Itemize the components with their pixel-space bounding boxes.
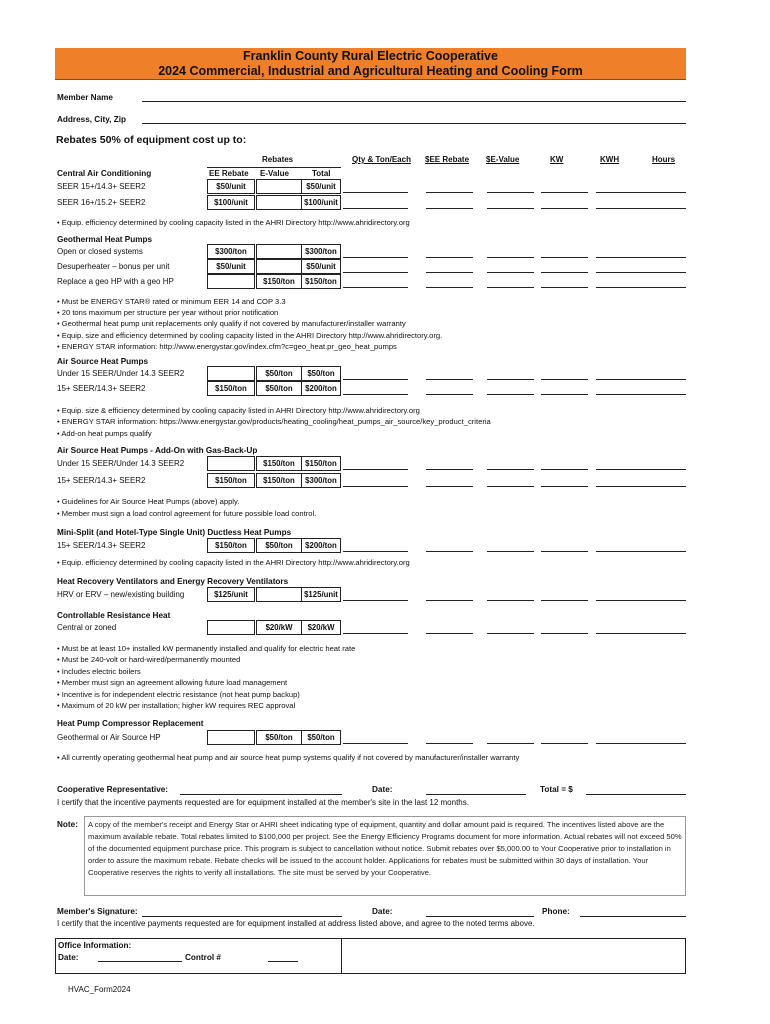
entry-line[interactable] (487, 394, 534, 395)
form-title-banner (55, 48, 686, 80)
entry-line[interactable] (343, 287, 408, 288)
col-kw: KW (550, 155, 564, 164)
section-note: • Add-on heat pumps qualify (57, 429, 152, 438)
entry-line[interactable] (641, 257, 686, 258)
section-note: • Equip. size & efficiency determined by cooling capacity listed in AHRI Directory http://www.ahridirectory.org (57, 406, 420, 415)
office-info-box (55, 938, 686, 974)
total-field[interactable] (586, 794, 686, 795)
rebate-cell-ev: $150/ton (256, 274, 302, 289)
entry-line[interactable] (641, 469, 686, 470)
entry-line[interactable] (343, 469, 408, 470)
section-note: • Maximum of 20 kW per installation; higher kW requires REC approval (57, 701, 296, 710)
rebate-cell-ee: $50/unit (207, 259, 255, 274)
entry-line[interactable] (426, 600, 473, 601)
entry-line[interactable] (343, 394, 408, 395)
section-note: • Equip. size and efficiency determined by cooling capacity listed in the AHRI Directory http://www.ahridirectory.org. (57, 331, 443, 340)
entry-line[interactable] (343, 257, 408, 258)
rebate-cell-ee (207, 456, 255, 471)
rebate-cell-ee: $300/ton (207, 244, 255, 259)
section-note: • Equip. efficiency determined by cooling capacity listed in the AHRI Directory http://www.ahridirectory.org (57, 558, 410, 567)
phone-label: Phone: (542, 907, 570, 916)
col-ee-rebate: EE Rebate (209, 169, 249, 178)
entry-line[interactable] (343, 551, 408, 552)
rebate-cell-ee: $150/ton (207, 538, 255, 553)
rebate-cell-ee (207, 366, 255, 381)
entry-line[interactable] (541, 633, 588, 634)
entry-line[interactable] (343, 192, 408, 193)
entry-line[interactable] (596, 287, 643, 288)
rebate-cell-ev: $50/ton (256, 381, 302, 396)
rebate-cell-ev: $150/ton (256, 473, 302, 488)
entry-line[interactable] (426, 633, 473, 634)
entry-line[interactable] (596, 633, 643, 634)
section-note: • Guidelines for Air Source Heat Pumps (above) apply. (57, 497, 240, 506)
coop-rep-label: Cooperative Representative: (57, 785, 169, 794)
section-title: Geothermal Heat Pumps (57, 235, 153, 244)
member-signature-field[interactable] (142, 916, 342, 917)
rebate-cell-ee: $150/ton (207, 473, 255, 488)
entry-line[interactable] (426, 257, 473, 258)
section-title: Controllable Resistance Heat (57, 611, 171, 620)
entry-line[interactable] (541, 287, 588, 288)
entry-line[interactable] (641, 486, 686, 487)
rebate-cell-total: $50/unit (301, 259, 341, 274)
rebate-cell-total: $50/ton (301, 730, 341, 745)
rebate-cell-ee (207, 620, 255, 635)
entry-line[interactable] (487, 469, 534, 470)
entry-line[interactable] (343, 743, 408, 744)
section-title: Central Air Conditioning (57, 169, 152, 178)
entry-line[interactable] (641, 600, 686, 601)
col-e-value-d: $E-Value (486, 155, 520, 164)
col-kwh: KWH (600, 155, 620, 164)
rebate-row-label: Open or closed systems (57, 247, 143, 256)
rebate-row-label: HRV or ERV – new/existing building (57, 590, 185, 599)
footer-form-id: HVAC_Form2024 (68, 985, 131, 994)
entry-line[interactable] (426, 469, 473, 470)
form-title-line1: Franklin County Rural Electric Cooperative (243, 49, 498, 63)
col-hours: Hours (652, 155, 676, 164)
address-label: Address, City, Zip (57, 115, 126, 124)
entry-line[interactable] (343, 600, 408, 601)
rebate-cell-ee: $100/unit (207, 195, 255, 210)
office-info-label: Office Information: (58, 941, 132, 950)
entry-line[interactable] (487, 600, 534, 601)
member-date-label: Date: (372, 907, 393, 916)
entry-line[interactable] (596, 272, 643, 273)
entry-line[interactable] (487, 486, 534, 487)
rebate-row-label: Central or zoned (57, 623, 117, 632)
coop-rep-field[interactable] (180, 794, 342, 795)
col-qty: Qty & Ton/Each (352, 155, 411, 164)
rebate-cell-total: $125/unit (301, 587, 341, 602)
control-field[interactable] (268, 961, 298, 962)
rebate-cell-total: $50/ton (301, 366, 341, 381)
entry-line[interactable] (596, 208, 643, 209)
entry-line[interactable] (426, 208, 473, 209)
entry-line[interactable] (596, 394, 643, 395)
entry-line[interactable] (596, 551, 643, 552)
col-divider (207, 167, 341, 168)
rebate-cell-ee: $50/unit (207, 179, 255, 194)
entry-line[interactable] (487, 208, 534, 209)
entry-line[interactable] (596, 469, 643, 470)
entry-line[interactable] (641, 379, 686, 380)
entry-line[interactable] (641, 208, 686, 209)
rebate-row-label: 15+ SEER/14.3+ SEER2 (57, 476, 146, 485)
col-ee-rebate-d: $EE Rebate (425, 155, 470, 164)
office-divider (341, 938, 342, 974)
entry-line[interactable] (343, 379, 408, 380)
entry-line[interactable] (541, 600, 588, 601)
section-note: • Equip. efficiency determined by cooling capacity listed in the AHRI Directory http://www.ahridirectory.org (57, 218, 410, 227)
section-note: • All currently operating geothermal heat pump and air source heat pump systems qualify if not covered by manufacturer/installer warranty (57, 753, 520, 762)
office-date-field[interactable] (98, 961, 182, 962)
entry-line[interactable] (487, 379, 534, 380)
coop-certify: I certify that the incentive payments requested are for equipment installed at the member's site in the last 12 months. (57, 798, 469, 807)
member-date-field[interactable] (426, 916, 534, 917)
entry-line[interactable] (343, 633, 408, 634)
section-note: • Member must sign an agreement allowing future load management (57, 678, 288, 687)
section-note: • Must be at least 10+ installed kW permanently installed and qualify for electric heat rate (57, 644, 356, 653)
section-note: • Must be 240-volt or hard-wired/permanently mounted (57, 655, 241, 664)
rebate-row-label: SEER 15+/14.3+ SEER2 (57, 182, 146, 191)
rebate-cell-total: $200/ton (301, 381, 341, 396)
section-note: • ENERGY STAR information: https://www.energystar.gov/products/heating_cooling/heat_pumps_air_source/key_product_criteria (57, 417, 491, 426)
rebate-row-label: SEER 16+/15.2+ SEER2 (57, 198, 146, 207)
entry-line[interactable] (641, 394, 686, 395)
entry-line[interactable] (426, 486, 473, 487)
entry-line[interactable] (426, 379, 473, 380)
entry-line[interactable] (641, 272, 686, 273)
rebate-row-label: Under 15 SEER/Under 14.3 SEER2 (57, 369, 185, 378)
rebate-cell-ev (256, 179, 302, 194)
entry-line[interactable] (343, 486, 408, 487)
total-label: Total = $ (540, 785, 573, 794)
section-note: • Incentive is for independent electric resistance (not heat pump backup) (57, 690, 300, 699)
rebate-cell-ee (207, 730, 255, 745)
entry-line[interactable] (541, 394, 588, 395)
entry-line[interactable] (541, 192, 588, 193)
rebate-cell-total: $20/kW (301, 620, 341, 635)
entry-line[interactable] (487, 272, 534, 273)
entry-line[interactable] (541, 469, 588, 470)
office-date-label: Date: (58, 953, 79, 962)
entry-line[interactable] (541, 272, 588, 273)
section-title: Mini-Split (and Hotel-Type Single Unit) Ductless Heat Pumps (57, 528, 292, 537)
section-note: • 20 tons maximum per structure per year without prior notification (57, 308, 279, 317)
form-title-line2: 2024 Commercial, Industrial and Agricultural Heating and Cooling Form (158, 64, 583, 78)
entry-line[interactable] (596, 192, 643, 193)
entry-line[interactable] (343, 272, 408, 273)
entry-line[interactable] (596, 486, 643, 487)
rebate-cell-ev: $50/ton (256, 730, 302, 745)
rebate-cell-ee: $150/ton (207, 381, 255, 396)
rebate-cell-total: $300/ton (301, 244, 341, 259)
section-note: • ENERGY STAR information: http://www.energystar.gov/index.cfm?c=geo_heat.pr_geo_heat_pumps (57, 342, 397, 351)
member-signature-label: Member's Signature: (57, 907, 138, 916)
rebate-cell-ev (256, 244, 302, 259)
rebate-cell-total: $200/ton (301, 538, 341, 553)
entry-line[interactable] (487, 743, 534, 744)
section-note: • Geothermal heat pump unit replacements only qualify if not covered by manufacturer/installer warranty (57, 319, 406, 328)
entry-line[interactable] (487, 287, 534, 288)
entry-line[interactable] (426, 394, 473, 395)
entry-line[interactable] (487, 633, 534, 634)
section-note: • Member must sign a load control agreement for future possible load control. (57, 509, 317, 518)
entry-line[interactable] (541, 379, 588, 380)
rebate-row-label: Geothermal or Air Source HP (57, 733, 161, 742)
member-certify: I certify that the incentive payments requested are for equipment installed at address listed above, and agree to the noted terms above. (57, 919, 535, 928)
entry-line[interactable] (487, 551, 534, 552)
entry-line[interactable] (641, 192, 686, 193)
address-field[interactable] (142, 123, 686, 124)
control-label: Control # (185, 953, 221, 962)
entry-line[interactable] (596, 600, 643, 601)
col-rebates: Rebates (262, 155, 294, 164)
coop-date-label: Date: (372, 785, 393, 794)
entry-line[interactable] (541, 551, 588, 552)
col-total: Total (312, 169, 331, 178)
entry-line[interactable] (641, 551, 686, 552)
entry-line[interactable] (487, 192, 534, 193)
rebate-cell-total: $150/ton (301, 456, 341, 471)
entry-line[interactable] (426, 272, 473, 273)
rebate-cell-ev (256, 587, 302, 602)
rebate-cell-total: $50/unit (301, 179, 341, 194)
entry-line[interactable] (541, 486, 588, 487)
rebate-cell-total: $150/ton (301, 274, 341, 289)
entry-line[interactable] (641, 633, 686, 634)
note-label: Note: (57, 820, 78, 829)
note-box: A copy of the member's receipt and Energy Star or AHRI sheet indicating type of equipment, quantity and dollar amount paid is required. The incentives listed above are the maximum available rebate. Total rebates limited to $100,000 per project. See the Energy Efficiency Programs document for more information. Actual rebates will not exceed 50% of the documented equipment purchase price. This program is subject to cancellation without notice. Submit rebates over $5,000.00 to Your Cooperative prior to installation in order to assure the maximum rebate. Rebate checks will be issued to the account holder. Applications for rebates must be submitted within 30 days of installation. Your Cooperative reserves the rights to verify all installations. The site must be served by your Cooperative. (84, 816, 686, 896)
rebate-cell-ev (256, 259, 302, 274)
rebates-heading: Rebates 50% of equipment cost up to: (56, 134, 247, 146)
entry-line[interactable] (596, 379, 643, 380)
rebate-cell-ee (207, 274, 255, 289)
rebate-cell-ev: $20/kW (256, 620, 302, 635)
entry-line[interactable] (596, 743, 643, 744)
member-name-label: Member Name (57, 93, 113, 102)
rebate-row-label: 15+ SEER/14.3+ SEER2 (57, 541, 146, 550)
entry-line[interactable] (541, 208, 588, 209)
entry-line[interactable] (596, 257, 643, 258)
rebate-cell-ev: $50/ton (256, 366, 302, 381)
section-note: • Includes electric boilers (57, 667, 141, 676)
rebate-row-label: 15+ SEER/14.3+ SEER2 (57, 384, 146, 393)
entry-line[interactable] (426, 287, 473, 288)
entry-line[interactable] (541, 743, 588, 744)
member-name-field[interactable] (142, 101, 686, 102)
rebate-row-label: Under 15 SEER/Under 14.3 SEER2 (57, 459, 185, 468)
rebate-cell-ee: $125/unit (207, 587, 255, 602)
entry-line[interactable] (426, 192, 473, 193)
coop-date-field[interactable] (426, 794, 526, 795)
section-title: Air Source Heat Pumps - Add-On with Gas-Back-Up (57, 446, 258, 455)
section-title: Air Source Heat Pumps (57, 357, 148, 366)
section-title: Heat Recovery Ventilators and Energy Recovery Ventilators (57, 577, 289, 586)
entry-line[interactable] (541, 257, 588, 258)
entry-line[interactable] (343, 208, 408, 209)
rebate-cell-ev (256, 195, 302, 210)
rebate-row-label: Desuperheater – bonus per unit (57, 262, 170, 271)
section-title: Heat Pump Compressor Replacement (57, 719, 204, 728)
entry-line[interactable] (426, 743, 473, 744)
entry-line[interactable] (641, 743, 686, 744)
rebate-cell-ev: $50/ton (256, 538, 302, 553)
entry-line[interactable] (641, 287, 686, 288)
col-e-value: E-Value (260, 169, 289, 178)
entry-line[interactable] (487, 257, 534, 258)
rebate-cell-total: $300/ton (301, 473, 341, 488)
rebate-cell-ev: $150/ton (256, 456, 302, 471)
section-note: • Must be ENERGY STAR® rated or minimum EER 14 and COP 3.3 (57, 297, 286, 306)
entry-line[interactable] (426, 551, 473, 552)
rebate-cell-total: $100/unit (301, 195, 341, 210)
rebate-row-label: Replace a geo HP with a geo HP (57, 277, 174, 286)
phone-field[interactable] (580, 916, 686, 917)
